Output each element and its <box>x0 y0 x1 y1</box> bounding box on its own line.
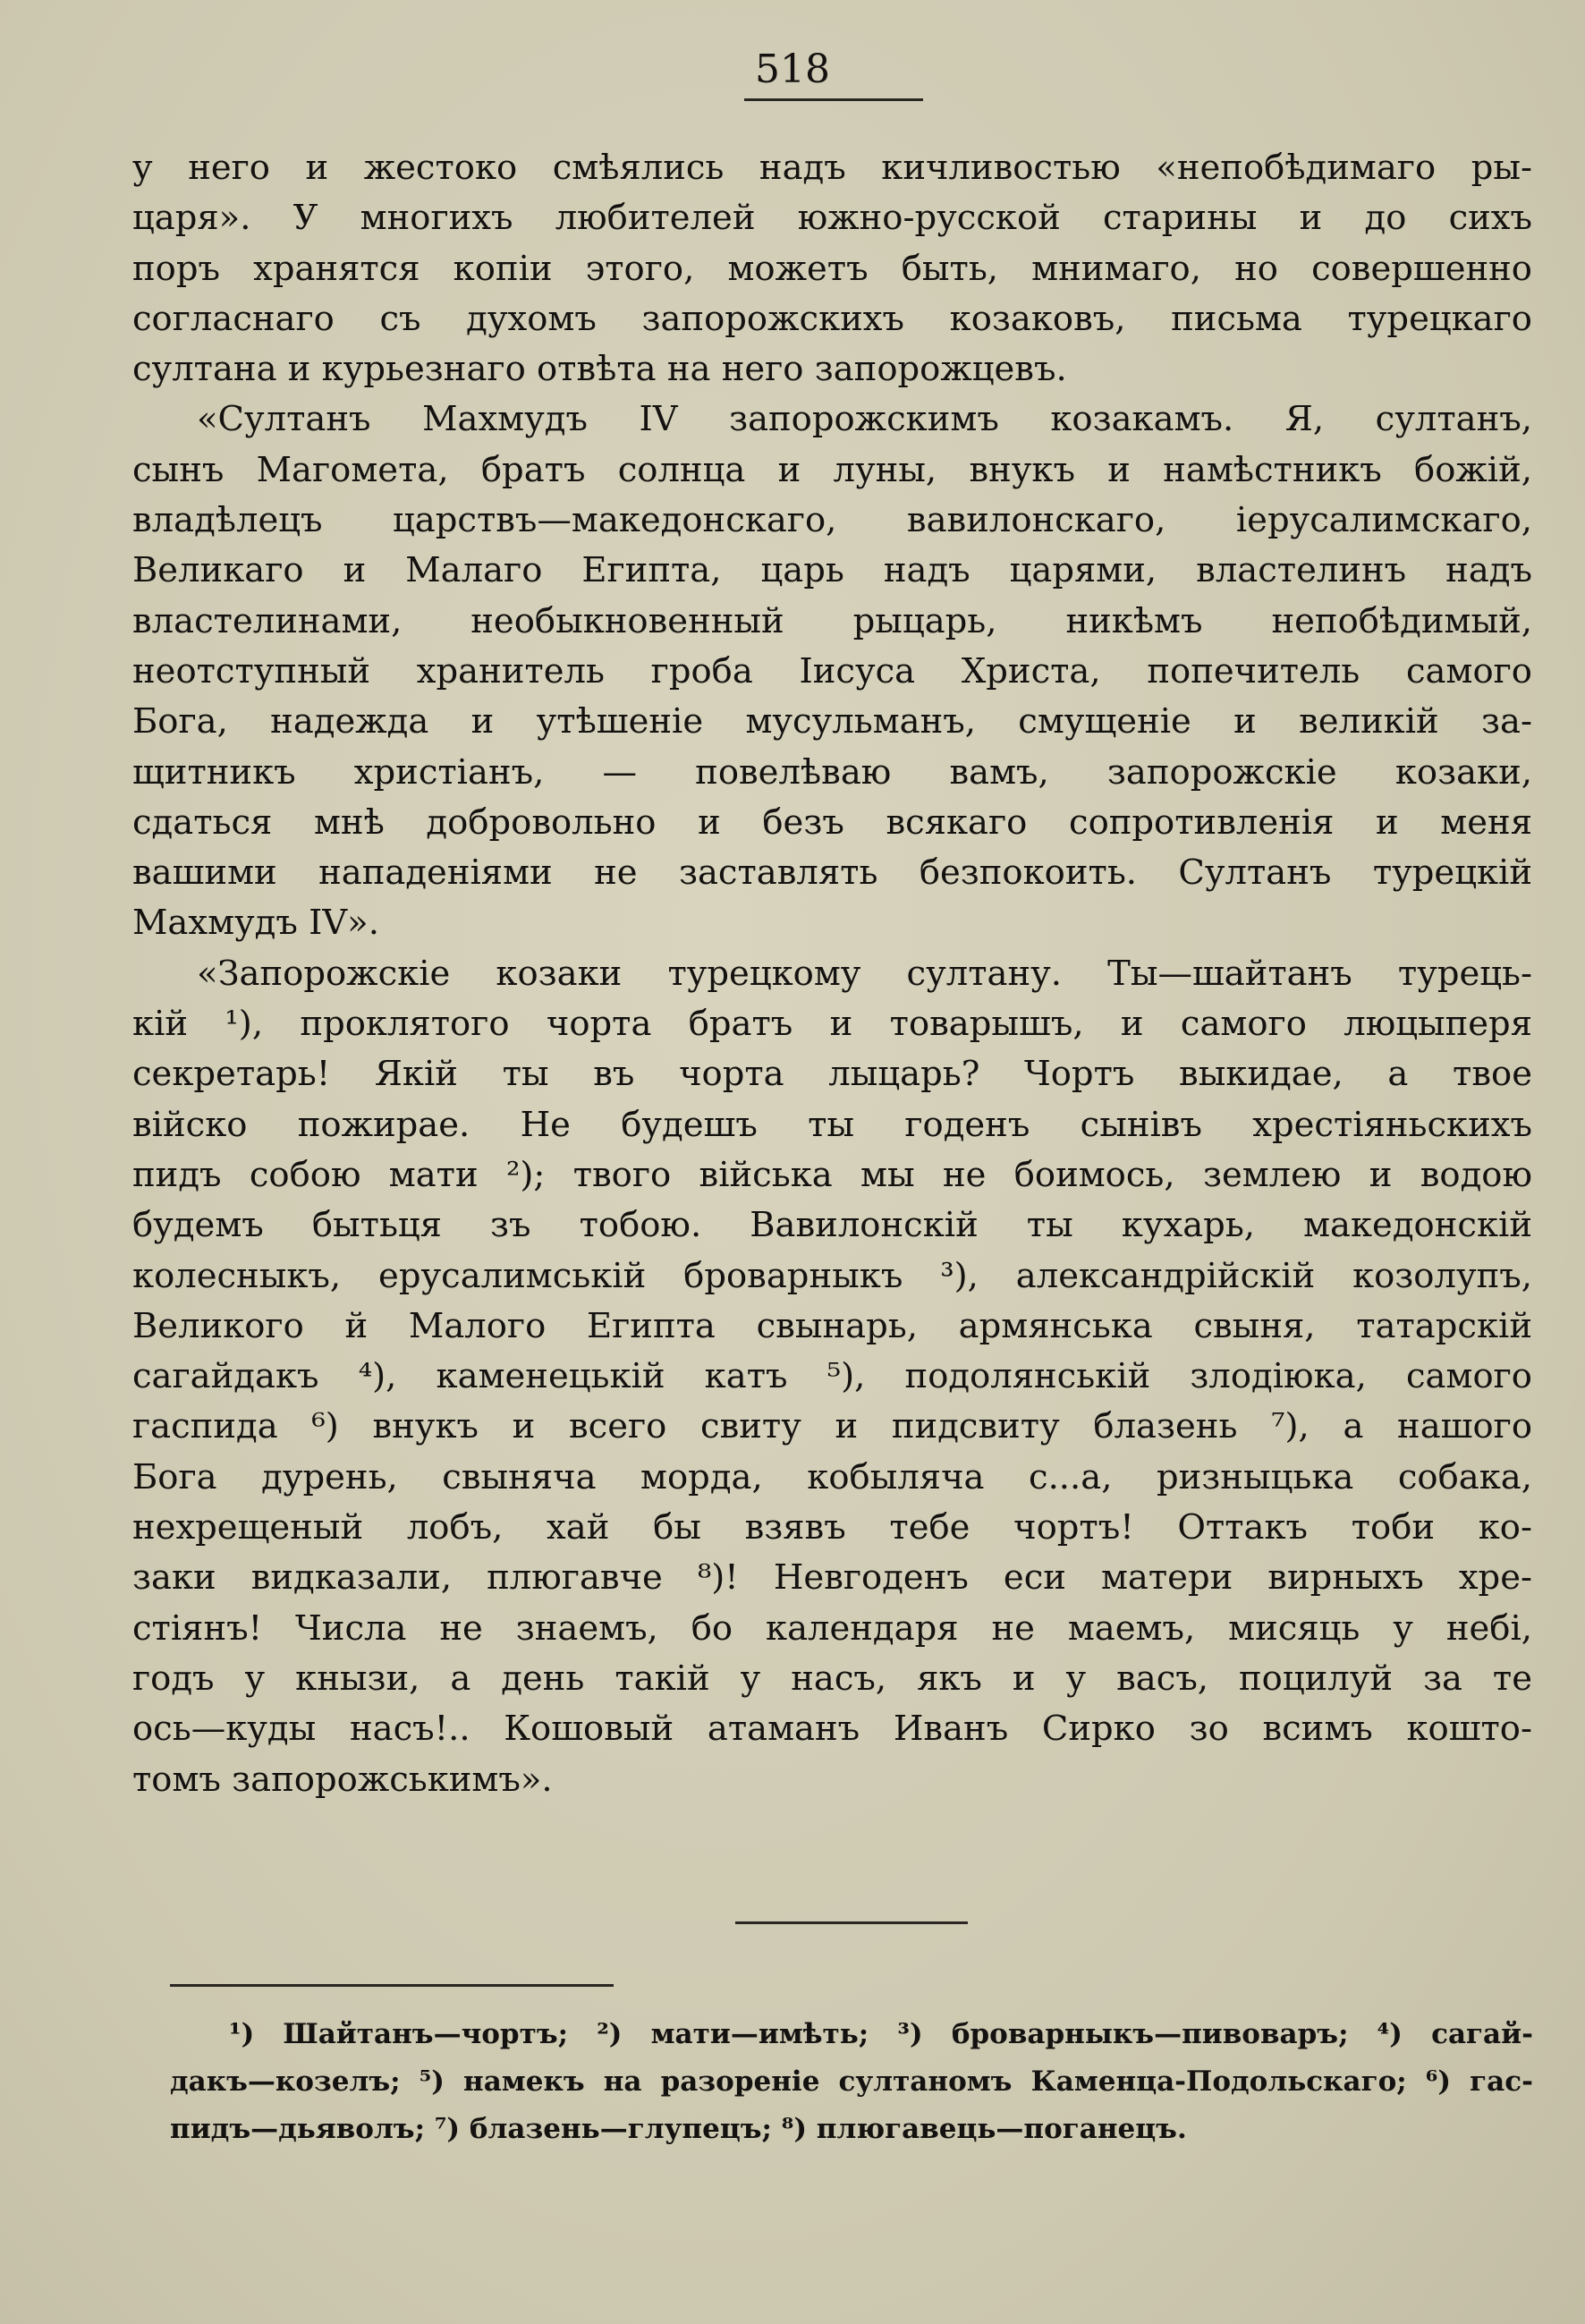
footnote-rule <box>170 1984 614 1987</box>
text-line: секретарь! Якій ты въ чорта лыцарь? Чортъ выкидае, а твое <box>132 1054 1532 1095</box>
text-line: царя». У многихъ любителей южно-русской старины и до сихъ <box>132 198 1532 239</box>
text-line: «Султанъ Махмудъ IV запорожскимъ козакамъ. Я, султанъ, <box>197 399 1532 440</box>
text-line: согласнаго съ духомъ запорожскихъ козаковъ, письма турецкаго <box>132 298 1532 339</box>
text-line: султана и курьезнаго отвѣта на него запорожцевъ. <box>132 349 1067 390</box>
text-line: кій ¹), проклятого чорта братъ и товарышъ, и самого люцыперя <box>132 1004 1532 1045</box>
text-line: Великого й Малого Египта свынарь, армянська свыня, татарскій <box>132 1305 1532 1346</box>
text-line: томъ запорожськимъ». <box>132 1759 553 1800</box>
text-line: колесныкъ, ерусалимській броварныкъ ³), александрійскій козолупъ, <box>132 1255 1532 1296</box>
text-line: війско пожирае. Не будешъ ты годенъ сынівъ хрестіяньскихъ <box>132 1104 1532 1145</box>
text-line: вашими нападеніями не заставлять безпокоить. Султанъ турецкій <box>132 852 1532 894</box>
text-line: Великаго и Малаго Египта, царь надъ царями, властелинъ надъ <box>132 550 1532 591</box>
text-line: ось—куды насъ!.. Кошовый атаманъ Иванъ Сирко зо всимъ кошто- <box>132 1709 1532 1750</box>
text-line: сдаться мнѣ добровольно и безъ всякаго сопротивленія и меня <box>132 802 1532 843</box>
text-line: сынъ Магомета, братъ солнца и луны, внукъ и намѣстникъ божій, <box>132 449 1532 490</box>
text-line: Махмудъ IV». <box>132 903 379 944</box>
text-line: Бога, надежда и утѣшеніе мусульманъ, смущеніе и великій за- <box>132 701 1532 742</box>
text-line: властелинами, необыкновенный рыцарь, никѣмъ непобѣдимый, <box>132 600 1532 641</box>
text-line: гаспида ⁶) внукъ и всего свиту и пидсвиту блазень ⁷), а нашого <box>132 1406 1532 1447</box>
text-line: стіянъ! Числа не знаемъ, бо календаря не маемъ, мисяць у небi, <box>132 1607 1532 1649</box>
text-line: Бога дурень, свыняча морда, кобыляча с...а, ризныцька собака, <box>132 1456 1532 1497</box>
text-line: нехрещеный лобъ, хай бы взявъ тебе чортъ! Оттакъ тоби ко- <box>132 1507 1532 1548</box>
text-line: поръ хранятся копіи этого, можетъ быть, мнимаго, но совершенно <box>132 248 1532 289</box>
text-line: у него и жестоко смѣялись надъ кичливостью «непобѣдимаго ры- <box>132 148 1532 188</box>
text-line: пидъ собою мати ²); твого війська мы не боимось, землею и водою <box>132 1154 1532 1195</box>
text-line: владѣлецъ царствъ—македонскаго, вавилонскаго, іерусалимскаго, <box>132 500 1532 541</box>
footnote-line: дакъ—козелъ; ⁵) намекъ на разореніе султаномъ Каменца-Подольскаго; ⁶) гас- <box>170 2065 1533 2098</box>
footnotes <box>170 2011 1533 2153</box>
text-line: годъ у кнызи, а день такій у насъ, якъ и у васъ, поцилуй за те <box>132 1658 1532 1699</box>
text-line: щитникъ христіанъ, — повелѣваю вамъ, запорожскіе козаки, <box>132 751 1532 793</box>
text-line: заки видказали, плюгавче ⁸)! Невгоденъ еси матери вирныхъ хре- <box>132 1557 1532 1599</box>
main-text <box>132 143 1532 1805</box>
footnote-line: пидъ—дьяволъ; ⁷) блазень—глупецъ; ⁸) плюгавець—поганецъ. <box>170 2113 1187 2145</box>
text-line: будемъ бытьця зъ тобою. Вавилонскій ты кухарь, македонскій <box>132 1205 1532 1246</box>
text-line: неотступный хранитель гроба Іисуса Христа, попечитель самого <box>132 650 1532 691</box>
section-end-rule <box>735 1921 968 1924</box>
text-line: «Запорожскіе козаки турецкому султану. Ты—шайтанъ турець- <box>197 953 1532 994</box>
footnote-line: ¹) Шайтанъ—чортъ; ²) мати—имѣть; ³) броварныкъ—пивоваръ; ⁴) сагай- <box>229 2018 1533 2050</box>
header-rule <box>744 98 923 101</box>
text-line: сагайдакъ ⁴), каменецькій катъ ⁵), подолянській злодіюка, самого <box>132 1356 1532 1397</box>
page-number: 518 <box>755 47 830 92</box>
